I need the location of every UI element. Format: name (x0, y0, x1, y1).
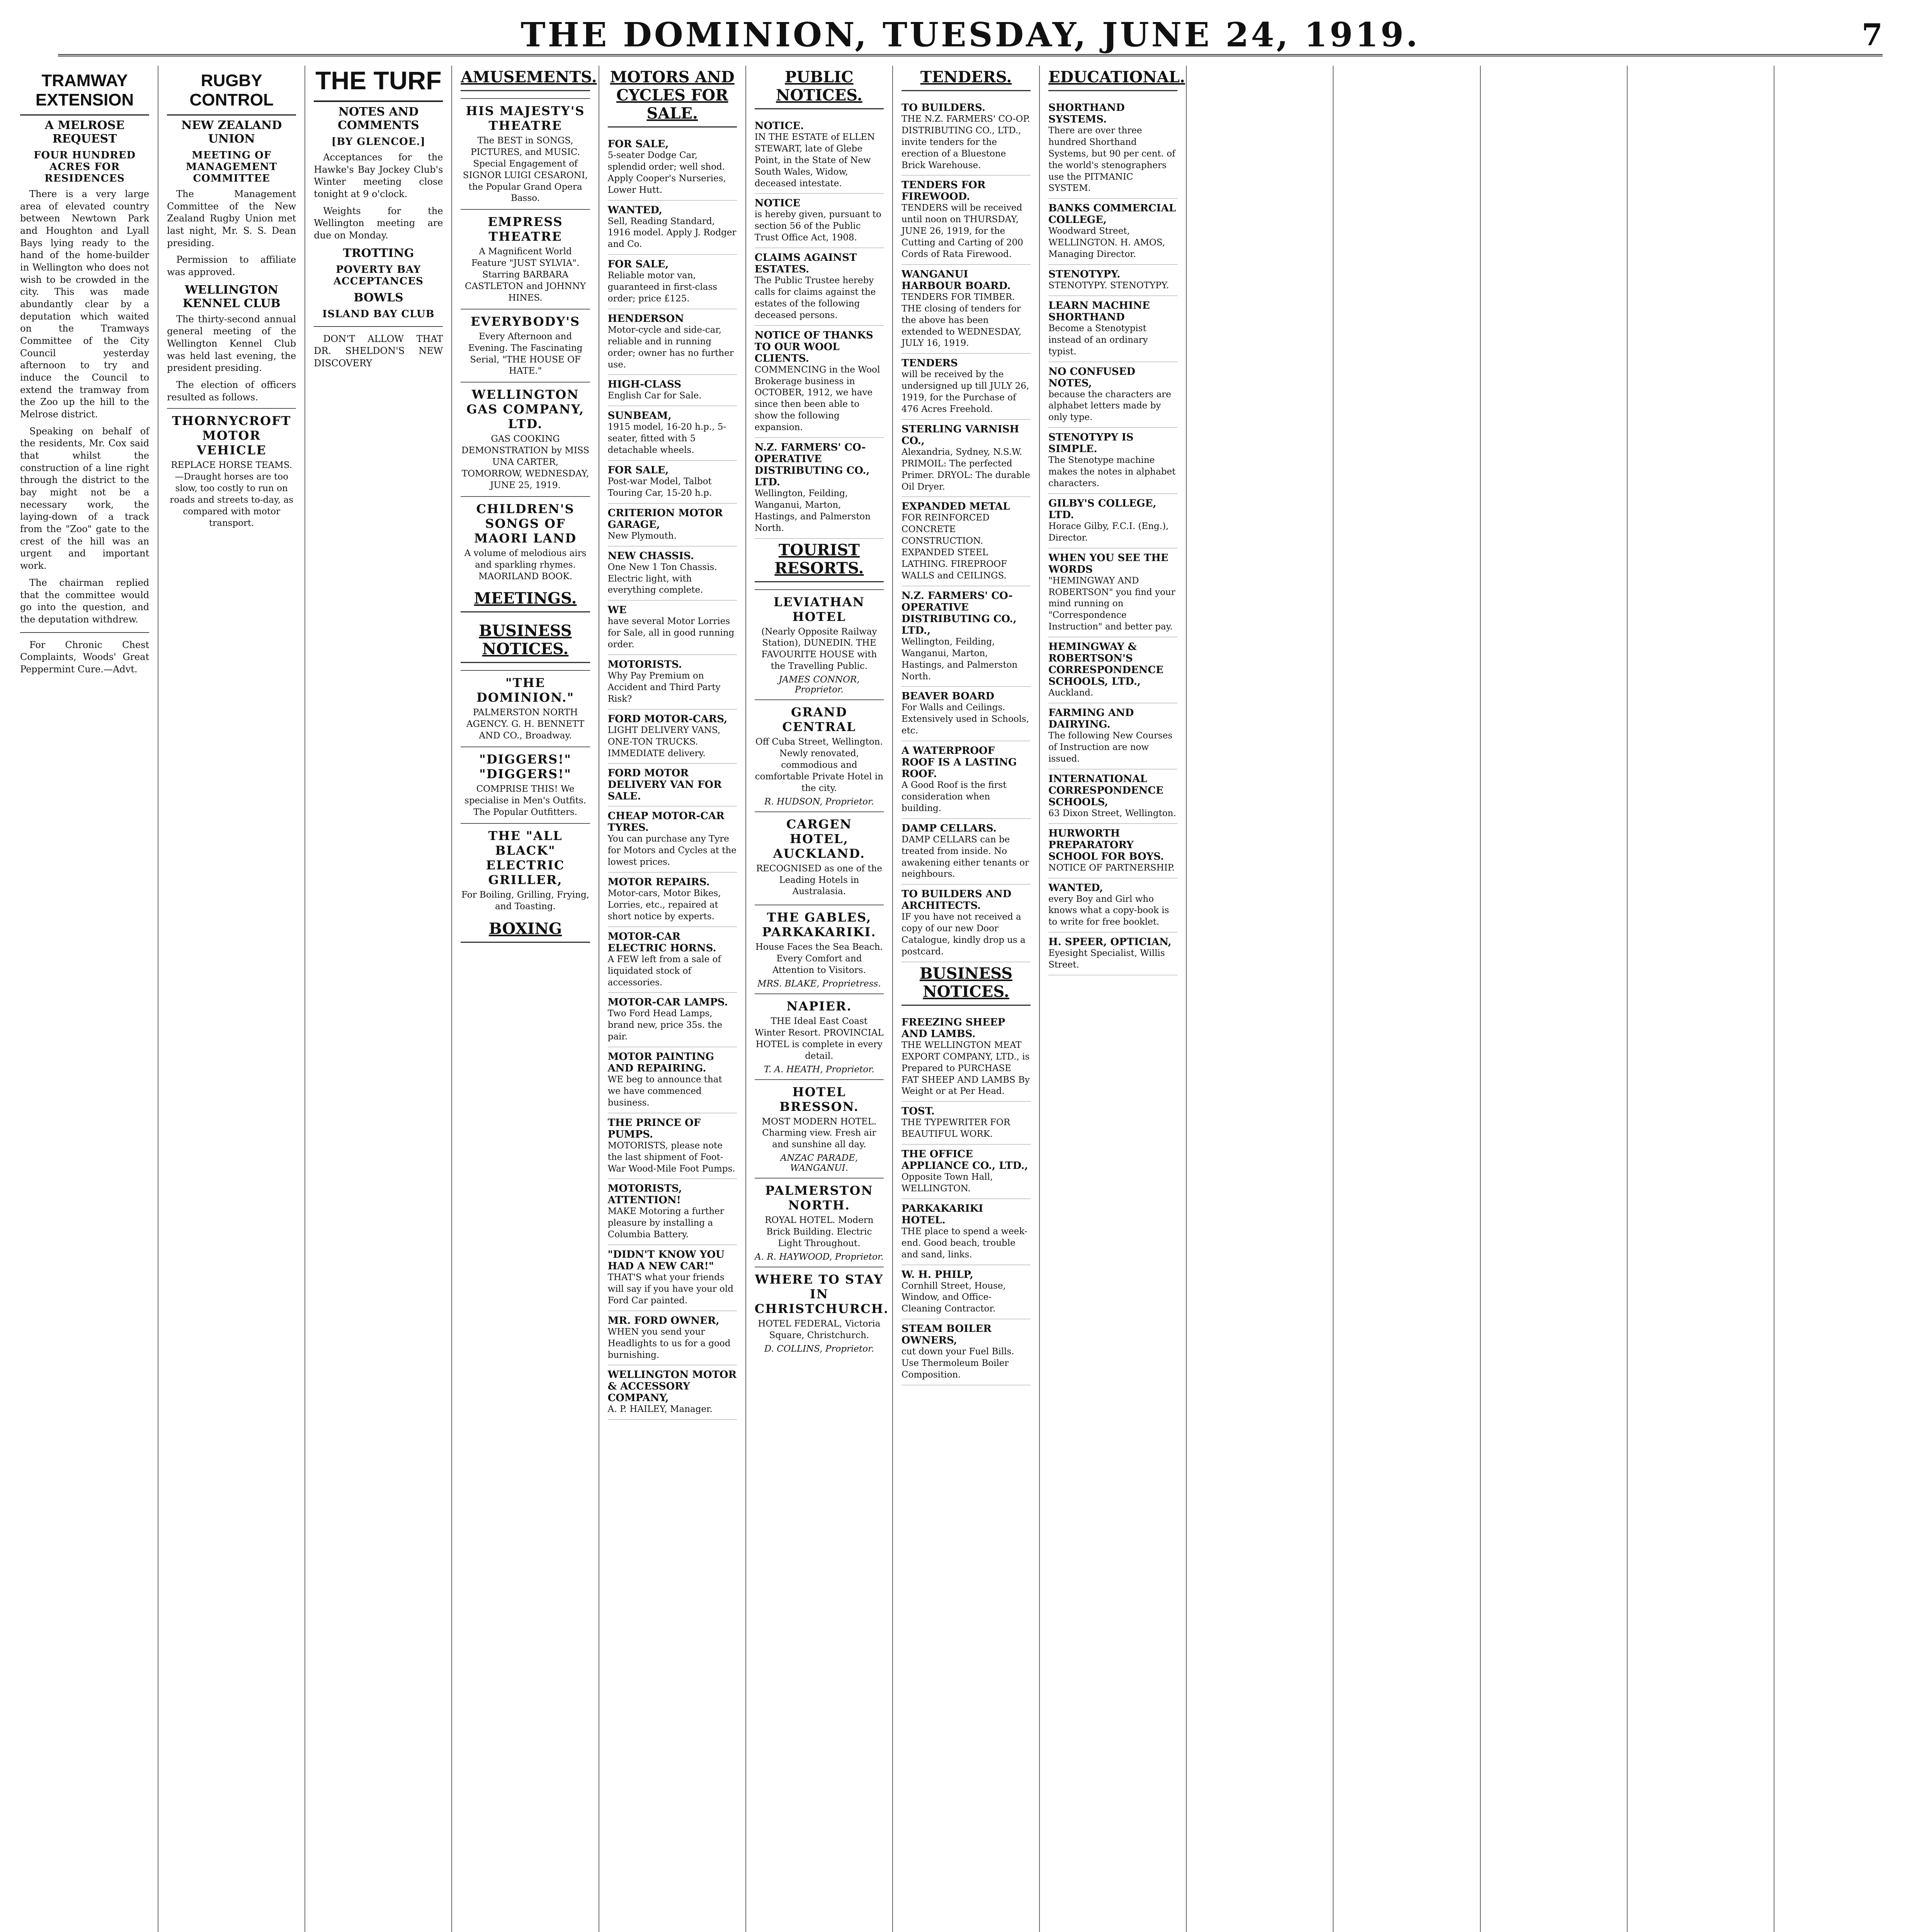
classified-lead: BANKS COMMERCIAL COLLEGE, (1048, 202, 1176, 226)
classified-item (755, 248, 884, 326)
story-paragraph: Permission to affiliate was approved. (167, 254, 296, 278)
classified-item (755, 326, 884, 438)
classified-lead: CHEAP MOTOR-CAR TYRES. (607, 810, 725, 834)
classified-text: THE TYPEWRITER FOR BEAUTIFUL WORK. (901, 1117, 1010, 1139)
hotel-advert (754, 1267, 889, 1359)
classified-lead: FOR SALE, (607, 138, 669, 150)
hotel-sign: T. A. HEATH, Proprietor. (764, 1064, 874, 1075)
hotel-body: THE Ideal East Coast Winter Resort. PROVINCIAL HOTEL is complete in every detail. (755, 1016, 884, 1061)
classified-text: THE place to spend a week-end. Good beach, trouble and sand, links. (901, 1226, 1027, 1260)
column-overflow (1334, 66, 1480, 1932)
classified-text: "HEMINGWAY AND ROBERTSON" you find your mind running on "Correspondence Instruction" and better pay. (1048, 575, 1175, 632)
classified-lead: TO BUILDERS AND ARCHITECTS. (901, 888, 1012, 912)
classified-text: New Plymouth. (607, 531, 677, 541)
hotel-body: (Nearly Opposite Railway Station), DUNEDIN. THE FAVOURITE HOUSE with the Travelling Public. (761, 626, 877, 672)
classified-lead: NEW CHASSIS. (607, 550, 694, 562)
classified-lead: TO BUILDERS. (901, 102, 985, 114)
classified-lead: WE (607, 604, 627, 616)
classified-list (902, 98, 1031, 962)
classified-lead: "DIDN'T KNOW YOU HAD A NEW CAR!" (607, 1249, 725, 1272)
classified-text: THE N.Z. FARMERS' CO-OP. DISTRIBUTING CO., LTD., invite tenders for the erection of a Bluestone Brick Warehouse. (901, 114, 1030, 170)
classified-text: will be received by the undersigned up till JULY 26, 1919, for the Purchase of 476 Acres Freehold. (901, 369, 1029, 415)
classified-item (608, 1047, 737, 1113)
classified-text: You can purchase any Tyre for Motors and Cycles at the lowest prices. (607, 834, 737, 867)
hotel-sign: A. R. HAYWOOD, Proprietor. (755, 1252, 884, 1262)
classified-text: The following New Courses of Instruction are now issued. (1048, 731, 1173, 764)
classified-item (902, 1265, 1031, 1320)
hotel-sign: MRS. BLAKE, Proprietress. (757, 978, 881, 989)
classified-lead: MOTOR-CAR LAMPS. (607, 997, 728, 1009)
advert (461, 309, 590, 382)
column-tramway (12, 66, 158, 1932)
classified-lead: FREEZING SHEEP AND LAMBS. (901, 1016, 1005, 1040)
hotel-sign: R. HUDSON, Proprietor. (764, 796, 874, 807)
classified-text: cut down your Fuel Bills. Use Thermoleum Boiler Composition. (901, 1347, 1014, 1380)
column-public-notices (746, 66, 893, 1932)
section-header: BOXING (461, 917, 590, 943)
story-kicker: FOUR HUNDRED ACRES FOR RESIDENCES (34, 150, 136, 184)
classified-text: Motor-cars, Motor Bikes, Lorries, etc., repaired at short notice by experts. (607, 888, 721, 922)
section-header: BUSINESS NOTICES. (461, 619, 590, 663)
advert-name: "THE DOMINION." (476, 675, 575, 705)
classified-lead: NOTICE. (754, 120, 804, 132)
classified-text: The Stenotype machine makes the notes in alphabet characters. (1048, 455, 1176, 489)
column-motors (599, 66, 746, 1932)
column-overflow (1628, 66, 1774, 1932)
classified-item (1048, 428, 1177, 494)
advert (461, 496, 590, 587)
classified-lead: HURWORTH PREPARATORY SCHOOL FOR BOYS. (1048, 827, 1164, 862)
classified-lead: WHEN YOU SEE THE WORDS (1048, 552, 1169, 575)
classified-item (902, 741, 1031, 819)
classified-item (1048, 199, 1177, 265)
hotel-name: NAPIER. (786, 998, 852, 1014)
story-paragraph: Weights for the Wellington meeting are due on Monday. (314, 205, 443, 241)
classified-text: Eyesight Specialist, Willis Street. (1048, 948, 1165, 970)
classified-lead: PARKAKARIKI HOTEL. (901, 1202, 983, 1226)
section-header: MEETINGS. (461, 587, 590, 612)
classified-lead: WANGANUI HARBOUR BOARD. (901, 268, 1011, 292)
classified-text: Wellington, Feilding, Wanganui, Marton, Hastings, and Palmerston North. (901, 636, 1018, 682)
classified-text: WE beg to announce that we have commenced business. (607, 1075, 722, 1108)
section-title: THE TURF (314, 66, 443, 102)
divider (20, 632, 149, 633)
story-kicker: ISLAND BAY CLUB (322, 308, 435, 320)
classified-item (1048, 265, 1177, 296)
story-kicker: MEETING OF MANAGEMENT COMMITTEE (185, 150, 277, 184)
hotel-name: PALMERSTON NORTH. (765, 1183, 873, 1213)
classified-item (1048, 703, 1177, 769)
classified-lead: N.Z. FARMERS' CO-OPERATIVE DISTRIBUTING CO., LTD. (754, 442, 870, 488)
advert (461, 209, 590, 308)
classified-lead: TOST. (901, 1105, 935, 1117)
classified-text: THAT'S what your friends will say if you have your old Ford Car painted. (607, 1272, 733, 1306)
classified-text: Woodward Street, WELLINGTON. H. AMOS, Managing Director. (1048, 226, 1165, 260)
advert-name: WELLINGTON GAS COMPANY, LTD. (466, 387, 584, 432)
advert-body: For Boiling, Grilling, Frying, and Toasting. (461, 889, 589, 912)
classified-lead: NOTICE OF THANKS TO OUR WOOL CLIENTS. (754, 329, 873, 364)
classified-item (608, 600, 737, 655)
classified-lead: WELLINGTON MOTOR & ACCESSORY COMPANY, (607, 1369, 737, 1404)
advert (461, 382, 590, 496)
divider (314, 326, 443, 327)
section-header: PUBLIC NOTICES. (755, 66, 884, 109)
advert-name: THORNYCROFT MOTOR VEHICLE (172, 413, 291, 458)
classified-text: For Walls and Ceilings. Extensively used in Schools, etc. (901, 702, 1029, 736)
story-paragraph: The election of officers resulted as follows. (167, 379, 296, 403)
story-paragraph: Acceptances for the Hawke's Bay Jockey Club's Winter meeting close tonight at 9 o'clock. (314, 152, 443, 200)
byline: [BY GLENCOE.] (331, 136, 425, 148)
classified-item (902, 1319, 1031, 1385)
story-headline: TRAMWAY EXTENSION (20, 71, 149, 116)
section-header: TOURIST RESORTS. (755, 539, 884, 582)
page-number: 7 (1861, 17, 1883, 53)
hotel-advert (755, 699, 884, 811)
classified-text: IF you have not received a copy of our new Door Catalogue, kindly drop us a postcard. (901, 912, 1026, 957)
classified-item (1048, 824, 1177, 878)
hotel-advert (755, 905, 884, 993)
advert-name: EMPRESS THEATRE (488, 214, 563, 244)
classified-text: MAKE Motoring a further pleasure by installing a Columbia Battery. (607, 1206, 724, 1240)
classified-lead: SHORTHAND SYSTEMS. (1048, 102, 1125, 125)
classified-text: Alexandria, Sydney, N.S.W. PRIMOIL: The perfected Primer. DRYOL: The durable Oil Dryer. (901, 447, 1030, 492)
classified-item (608, 655, 737, 709)
classified-item (1048, 769, 1177, 824)
section-header: TENDERS. (902, 66, 1031, 91)
hotel-sign: D. COLLINS, Proprietor. (764, 1344, 874, 1354)
classified-text: English Car for Sale. (607, 391, 702, 401)
classified-item (608, 309, 737, 375)
classified-lead: HENDERSON (607, 313, 684, 325)
classified-text: MOTORISTS, please note the last shipment of Foot-War Wood-Mile Foot Pumps. (607, 1140, 735, 1174)
classified-lead: NOTICE (754, 197, 801, 209)
hotel-list (754, 589, 889, 1359)
classified-lead: MR. FORD OWNER, (607, 1315, 720, 1327)
classified-lead: THE PRINCE OF PUMPS. (607, 1117, 701, 1140)
classified-text: THE WELLINGTON MEAT EXPORT COMPANY, LTD., is Prepared to PURCHASE FAT SHEEP AND LAMBS By Weight or at Per Head. (901, 1040, 1030, 1097)
story-subhead: WELLINGTON KENNEL CLUB (182, 283, 281, 310)
story-paragraph: Speaking on behalf of the residents, Mr. Cox said that whilst the construction of a line right through the district to the bay might not be a necessary work, the laying-down of a track from the "Zoo" gate to the crest of the hill was an urgent and important work. (20, 425, 150, 571)
classified-item (902, 175, 1031, 264)
classified-lead: FORD MOTOR-CARS, (607, 713, 728, 725)
classified-lead: W. H. PHILP, (901, 1269, 973, 1281)
story-kicker: POVERTY BAY ACCEPTANCES (333, 264, 424, 287)
advert-line: DON'T ALLOW THAT DR. SHELDON'S NEW DISCOVERY (314, 333, 443, 369)
advert-body: The BEST in SONGS, PICTURES, and MUSIC. Special Engagement of SIGNOR LUIGI CESARONI, the Popular Grand Opera Basso. (463, 136, 588, 204)
advert-name: EVERYBODY'S (470, 314, 580, 329)
story-paragraph: There is a very large area of elevated country between Newtown Park and Houghton and Lyall Bays lying ready to the hand of the home-builder in Wellington who does not wish to be crowded in the city. This was made abundantly clear by a deputation which waited on the Tramways Committee of the City Council yesterday afternoon to try and induce the Council to extend the tramway from the Zoo up the hill to the Melrose district. (20, 189, 150, 420)
classified-lead: FOR SALE, (607, 259, 669, 270)
classified-text: A FEW left from a sale of liquidated stock of accessories. (607, 954, 721, 988)
classified-lead: HIGH-CLASS (607, 379, 682, 391)
classified-item (902, 1199, 1031, 1265)
column-educational (1040, 66, 1187, 1932)
hotel-advert (755, 811, 884, 905)
classified-item (902, 497, 1031, 586)
classified-text: is hereby given, pursuant to section 56 of the Public Trust Office Act, 1908. (754, 209, 881, 243)
hotel-body: House Faces the Sea Beach. Every Comfort and Attention to Visitors. (755, 942, 883, 976)
classified-text: Why Pay Premium on Accident and Third Party Risk? (607, 671, 721, 704)
hotel-name: LEVIATHAN HOTEL (773, 594, 865, 624)
classified-item (608, 1365, 737, 1420)
classified-item (608, 546, 737, 601)
hotel-body: HOTEL FEDERAL, Victoria Square, Christchurch. (758, 1318, 881, 1340)
column-overflow (1481, 66, 1628, 1932)
advert (461, 670, 590, 747)
advert (461, 823, 590, 917)
classified-item (1048, 637, 1177, 703)
classified-text: every Boy and Girl who knows what a copy-book is to write for free booklet. (1048, 894, 1169, 927)
classified-lead: FARMING AND DAIRYING. (1048, 707, 1134, 731)
classified-lead: DAMP CELLARS. (901, 822, 997, 834)
classified-text: Cornhill Street, House, Window, and Office-Cleaning Contractor. (901, 1281, 1006, 1314)
classified-item (608, 134, 737, 201)
classified-text: WHEN you send your Headlights to us for a good burnishing. (607, 1327, 731, 1360)
classified-text: TENDERS FOR TIMBER. THE closing of tenders for the above has been extended to WEDNESDAY, JULY 16, 1919. (901, 292, 1022, 349)
advert-body: GAS COOKING DEMONSTRATION by MISS UNA CARTER, TOMORROW, WEDNESDAY, JUNE 25, 1919. (461, 434, 590, 490)
section-header: EDUCATIONAL. (1048, 66, 1177, 91)
classified-list (1048, 98, 1177, 975)
classified-item (902, 1145, 1031, 1199)
classified-text: because the characters are alphabet letters made by only type. (1048, 389, 1171, 423)
classified-lead: H. SPEER, OPTICIAN, (1048, 936, 1172, 948)
classified-lead: STENOTYPY. (1048, 269, 1121, 281)
advert (167, 408, 296, 534)
classified-text: NOTICE OF PARTNERSHIP. (1048, 862, 1175, 873)
classified-item (902, 265, 1031, 354)
advert-body: PALMERSTON NORTH AGENCY. G. H. BENNETT AND CO., Broadway. (466, 707, 585, 741)
hotel-sign: ANZAC PARADE, WANGANUI. (780, 1153, 858, 1173)
classified-text: The Public Trustee hereby calls for claims against the estates of the following deceased persons. (754, 276, 876, 320)
classified-item (608, 255, 737, 309)
classified-text: There are over three hundred Shorthand Systems, but 90 per cent. of the world's stenographers use the PITMANIC SYSTEM. (1048, 126, 1175, 194)
story-subhead: NOTES AND COMMENTS (338, 105, 419, 132)
classified-item (902, 586, 1031, 687)
classified-item (1048, 98, 1177, 199)
classified-item (608, 927, 737, 993)
classified-item (755, 438, 884, 539)
classified-item (1048, 296, 1177, 362)
classified-item (902, 420, 1031, 497)
classified-text: A. P. HAILEY, Manager. (607, 1404, 713, 1415)
masthead (58, 15, 1883, 56)
hotel-body: Off Cuba Street, Wellington. Newly renovated, commodious and comfortable Private Hotel in the city. (755, 737, 883, 793)
classified-text: 5-seater Dodge Car, splendid order; well shod. Apply Cooper's Nurseries, Lower Hutt. (607, 150, 726, 195)
classified-text: Auckland. (1048, 688, 1094, 698)
story-headline: RUGBY CONTROL (167, 71, 296, 116)
advert-body: A volume of melodious airs and sparkling rhymes. MAORILAND BOOK. (464, 548, 587, 582)
classified-lead: FOR SALE, (607, 464, 669, 476)
classified-item (608, 1311, 737, 1366)
classified-text: 63 Dixon Street, Wellington. (1048, 808, 1176, 818)
classified-lead: STERLING VARNISH CO., (901, 423, 1019, 447)
classified-text: One New 1 Ton Chassis. Electric light, with everything complete. (607, 562, 717, 595)
classified-text: STENOTYPY. STENOTYPY. (1048, 281, 1169, 291)
classified-text: LIGHT DELIVERY VANS, ONE-TON TRUCKS. IMMEDIATE delivery. (607, 725, 721, 759)
classified-item (902, 1013, 1031, 1102)
column-rugby (158, 66, 305, 1932)
classified-item (608, 709, 737, 764)
classified-text: Two Ford Head Lamps, brand new, price 35s. the pair. (607, 1009, 723, 1042)
classified-text: TENDERS will be received until noon on THURSDAY, JUNE 26, 1919, for the Cutting and Carting of 200 Cords of Rata Firewood. (901, 203, 1023, 260)
classified-item (902, 884, 1031, 962)
hotel-name: CARGEN HOTEL, AUCKLAND. (773, 816, 866, 861)
classified-item (1048, 494, 1177, 548)
story-paragraph: The chairman replied that the committee would go into the question, and the deputation withdrew. (20, 577, 150, 625)
classified-lead: MOTORISTS, ATTENTION! (607, 1183, 682, 1206)
classified-list (755, 116, 884, 539)
classified-item (902, 354, 1031, 420)
advert-body: Every Afternoon and Evening. The Fascinating Serial, "THE HOUSE OF HATE." (468, 331, 583, 376)
classified-lead: STENOTYPY IS SIMPLE. (1048, 432, 1134, 455)
classified-text: Motor-cycle and side-car, reliable and in running order; owner has no further use. (607, 325, 734, 370)
classified-item (608, 806, 737, 872)
advert-body: REPLACE HORSE TEAMS.—Draught horses are too slow, too costly to run on roads and streets to-day, as compared with motor transport. (170, 460, 294, 528)
classified-item (902, 687, 1031, 741)
classified-item (902, 819, 1031, 885)
classified-item (755, 116, 884, 194)
hotel-advert (755, 1178, 884, 1267)
classified-text: FOR REINFORCED CONCRETE CONSTRUCTION. EXPANDED STEEL LATHING. FIREPROOF WALLS and CEILINGS. (901, 513, 1007, 581)
classified-item (902, 1102, 1031, 1145)
classified-lead: TENDERS (901, 357, 958, 369)
classified-item (1048, 878, 1177, 933)
classified-item (1048, 362, 1177, 428)
newspaper-title: THE DOMINION, TUESDAY, JUNE 24, 1919. (521, 15, 1420, 54)
column-overflow (1774, 66, 1921, 1932)
classified-item (608, 461, 737, 503)
classified-item (608, 764, 737, 806)
classified-text: 1915 model, 16-20 h.p., 5-seater, fitted with 5 detachable wheels. (607, 422, 726, 456)
classified-item (608, 872, 737, 927)
hotel-name: THE GABLES, PARKAKARIKI. (762, 910, 876, 940)
classified-lead: HEMINGWAY & ROBERTSON'S CORRESPONDENCE SCHOOLS, LTD., (1048, 641, 1164, 688)
column-tenders (893, 66, 1040, 1932)
story-subhead: A MELROSE REQUEST (44, 119, 125, 146)
classified-lead: A WATERPROOF ROOF IS A LASTING ROOF. (901, 745, 1017, 780)
classified-lead: BEAVER BOARD (901, 690, 995, 702)
classified-text: Reliable motor van, guaranteed in first-class order; price £125. (607, 270, 718, 304)
column-turf (305, 66, 452, 1932)
classified-lead: MOTOR REPAIRS. (607, 876, 710, 888)
story-subhead: TROTTING (343, 246, 414, 260)
advert-body: A Magnificent World Feature "JUST SYLVIA". Starring BARBARA CASTLETON and JOHNNY HINES. (464, 247, 586, 303)
hotel-body: ROYAL HOTEL. Modern Brick Building. Electric Light Throughout. (765, 1215, 874, 1248)
classified-text: Become a Stenotypist instead of an ordinary typist. (1048, 323, 1148, 357)
story-paragraph: The thirty-second annual general meeting of the Wellington Kennel Club was held last evening, the president presiding. (167, 313, 296, 374)
advert-line: For Chronic Chest Complaints, Woods' Great Peppermint Cure.—Advt. (20, 639, 150, 675)
classified-lead: CLAIMS AGAINST ESTATES. (754, 252, 857, 276)
hotel-sign: JAMES CONNOR, Proprietor. (779, 675, 860, 695)
classified-lead: WANTED, (1048, 882, 1103, 894)
classified-item (608, 993, 737, 1047)
column-overflow (1187, 66, 1334, 1932)
classified-item (1048, 548, 1177, 637)
classified-lead: NO CONFUSED NOTES, (1048, 366, 1135, 389)
classified-lead: MOTOR-CAR ELECTRIC HORNS. (607, 930, 716, 954)
classified-lead: MOTOR PAINTING AND REPAIRING. (607, 1051, 714, 1075)
classified-item (608, 1179, 737, 1245)
classified-lead: FORD MOTOR DELIVERY VAN FOR SALE. (607, 767, 722, 803)
classified-text: Wellington, Feilding, Wanganui, Marton, Hastings, and Palmerston North. (754, 488, 871, 533)
advert-name: HIS MAJESTY'S THEATRE (466, 104, 585, 133)
classified-text: COMMENCING in the Wool Brokerage business in OCTOBER, 1912, we have since then been able to show the following expansion. (754, 364, 880, 433)
classified-item (755, 194, 884, 248)
classified-text: IN THE ESTATE of ELLEN STEWART, late of Glebe Point, in the State of New South Wales, Widow, deceased intestate. (754, 132, 875, 189)
classified-item (608, 1245, 737, 1311)
classified-text: Horace Gilby, F.C.I. (Eng.), Director. (1048, 521, 1169, 543)
classified-item (608, 375, 737, 406)
classified-list (608, 134, 737, 1420)
classified-lead: GILBY'S COLLEGE, LTD. (1048, 497, 1157, 521)
classified-text: Post-war Model, Talbot Touring Car, 15-20 h.p. (607, 476, 712, 498)
classified-text: Sell, Reading Standard, 1916 model. Apply J. Rodger and Co. (607, 216, 737, 250)
classified-lead: MOTORISTS. (607, 659, 682, 671)
section-header: MOTORS AND CYCLES FOR SALE. (608, 66, 737, 128)
classified-lead: EXPANDED METAL (901, 501, 1010, 513)
hotel-advert (755, 993, 884, 1079)
hotel-advert (755, 1079, 884, 1178)
hotel-body: RECOGNISED as one of the Leading Hotels in Australasia. (756, 863, 882, 897)
advert-name: THE "ALL BLACK" ELECTRIC GRILLER, (486, 828, 565, 887)
classified-item (608, 1113, 737, 1179)
classified-text: have several Motor Lorries for Sale, all in good running order. (607, 616, 735, 650)
classified-text: DAMP CELLARS can be treated from inside. No awakening either tenants or neighbours. (901, 834, 1029, 879)
hotel-advert (755, 589, 884, 700)
hotel-name: WHERE TO STAY IN CHRISTCHURCH. (754, 1272, 889, 1316)
classified-lead: INTERNATIONAL CORRESPONDENCE SCHOOLS, (1048, 773, 1164, 808)
classified-lead: THE OFFICE APPLIANCE CO., LTD., (901, 1148, 1028, 1172)
hotel-name: HOTEL BRESSON. (779, 1084, 859, 1114)
classified-item (902, 98, 1031, 175)
classified-lead: CRITERION MOTOR GARAGE, (607, 507, 723, 531)
classified-text: A Good Roof is the first consideration when building. (901, 780, 1007, 813)
classified-lead: N.Z. FARMERS' CO-OPERATIVE DISTRIBUTING CO., LTD., (901, 590, 1017, 636)
classified-lead: STEAM BOILER OWNERS, (901, 1323, 992, 1347)
classified-item (608, 201, 737, 255)
section-header: AMUSEMENTS. (461, 66, 590, 91)
classified-lead: TENDERS FOR FIREWOOD. (901, 179, 986, 203)
classified-item (1048, 932, 1177, 975)
advert-name: CHILDREN'S SONGS OF MAORI LAND (474, 501, 577, 546)
section-header: BUSINESS NOTICES. (902, 962, 1031, 1006)
story-subhead: BOWLS (354, 291, 403, 304)
story-paragraph: The Management Committee of the New Zealand Rugby Union met last night, Mr. S. S. Dean presiding. (167, 189, 296, 248)
page-columns (12, 66, 1921, 1932)
classified-lead: SUNBEAM, (607, 410, 672, 422)
classified-list (902, 1013, 1031, 1385)
advert (461, 747, 590, 823)
advert-body: COMPRISE THIS! We specialise in Men's Outfits. The Popular Outfitters. (464, 784, 587, 817)
column-amusements (452, 66, 599, 1932)
classified-lead: LEARN MACHINE SHORTHAND (1048, 299, 1150, 323)
advert (461, 98, 590, 209)
classified-item (608, 406, 737, 461)
classified-item (608, 503, 737, 546)
classified-lead: WANTED, (607, 204, 662, 216)
classified-text: Opposite Town Hall, WELLINGTON. (901, 1172, 993, 1194)
hotel-name: GRAND CENTRAL (782, 705, 856, 735)
story-subhead: NEW ZEALAND UNION (181, 119, 282, 146)
hotel-body: MOST MODERN HOTEL. Charming view. Fresh air and sunshine all day. (762, 1116, 877, 1150)
advert-name: "DIGGERS!" "DIGGERS!" (479, 752, 572, 782)
